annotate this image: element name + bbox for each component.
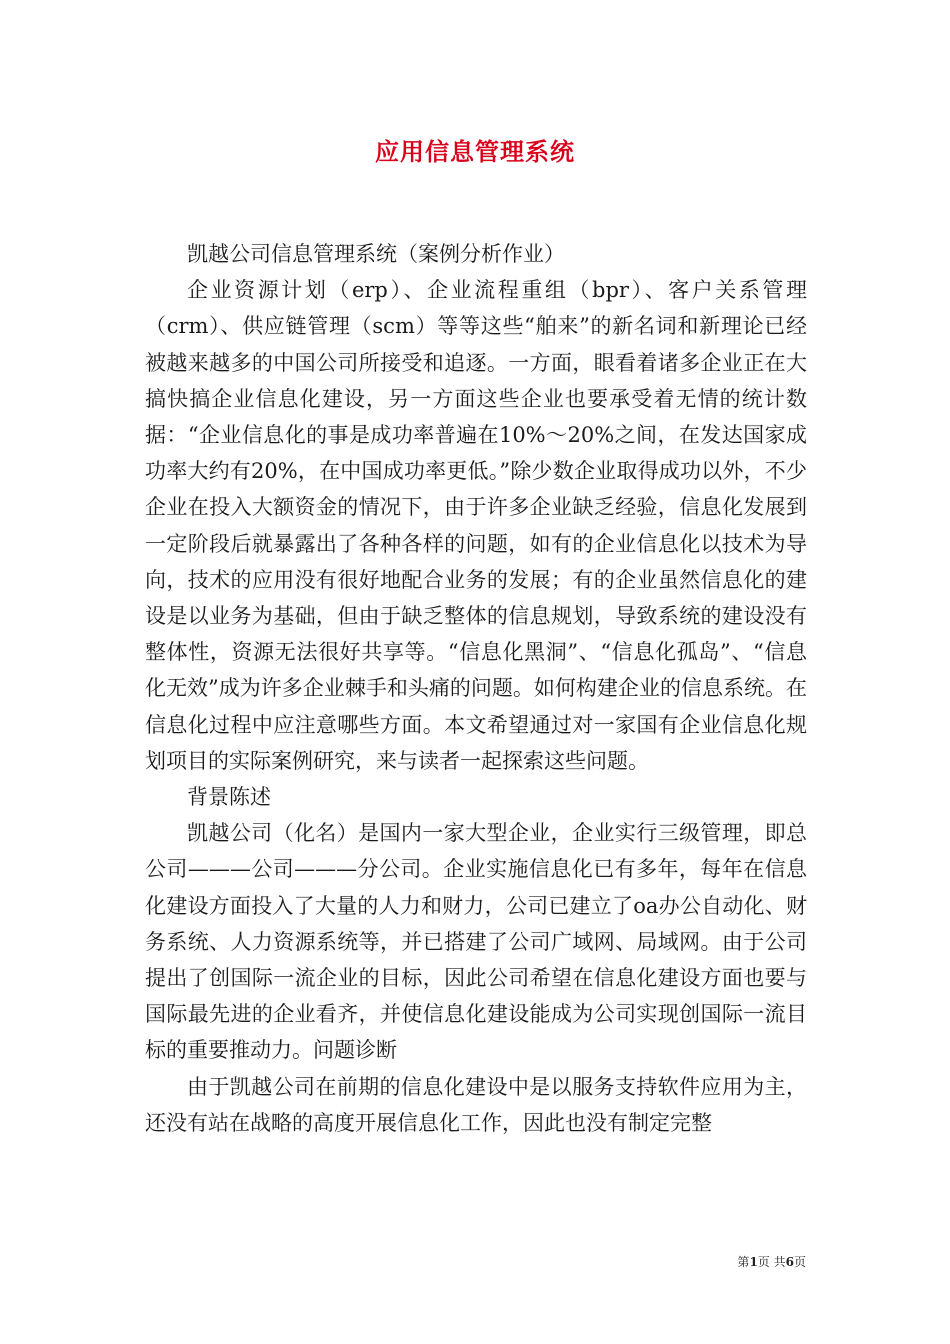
footer-current-page: 1 [749,1255,758,1269]
page-number-footer [737,1253,806,1270]
paragraph-diagnosis: 由于凯越公司在前期的信息化建设中是以服务支持软件应用为主，还没有站在战略的高度开展信息化工作，因此也没有制定完整 [145,1074,807,1135]
footer-middle: 页 共 [757,1255,786,1269]
document-body [145,236,807,1141]
footer-prefix: 第 [737,1255,750,1269]
paragraph-background: 凯越公司（化名）是国内一家大型企业，企业实行三级管理，即总公司———公司———分公司。企业实施信息化已有多年，每年在信息化建设方面投入了大量的人力和财力，公司已建立了oa办公自动化、财务系统、人力资源系统等，并已搭建了公司广域网、局域网。由于公司提出了创国际一流企业的目标，因此公司希望在信息化建设方面也要与国际最先进的企业看齐，并使信息化建设能成为公司实现创国际一流目标的重要推动力。问题诊断 [145,821,807,1063]
footer-total-pages: 6 [785,1255,794,1269]
section-heading-background: 背景陈述 [187,785,271,810]
document-title: 应用信息管理系统 [375,137,575,166]
paragraph-intro: 企业资源计划（erp）、企业流程重组（bpr）、客户关系管理（crm）、供应链管理（scm）等等这些“舶来”的新名词和新理论已经被越来越多的中国公司所接受和追逐。一方面，眼看着诸多企业正在大搞快搞企业信息化建设，另一方面这些企业也要承受着无情的统计数据：“企业信息化的事是成功率普遍在10%～20%之间，在发达国家成功率大约有20%，在中国成功率更低。”除少数企业取得成功以外，不少企业在投入大额资金的情况下，由于许多企业缺乏经验，信息化发展到一定阶段后就暴露出了各种各样的问题，如有的企业信息化以技术为导向，技术的应用没有很好地配合业务的发展；有的企业虽然信息化的建设是以业务为基础，但由于缺乏整体的信息规划，导致系统的建设没有整体性，资源无法很好共享等。“信息化黑洞”、“信息化孤岛”、“信息化无效”成为许多企业棘手和头痛的问题。如何构建企业的信息系统。在信息化过程中应注意哪些方面。本文希望通过对一家国有企业信息化规划项目的实际案例研究，来与读者一起探索这些问题。 [145,278,807,773]
paragraph-subtitle: 凯越公司信息管理系统（案例分析作业） [187,242,565,266]
footer-suffix: 页 [793,1255,806,1269]
